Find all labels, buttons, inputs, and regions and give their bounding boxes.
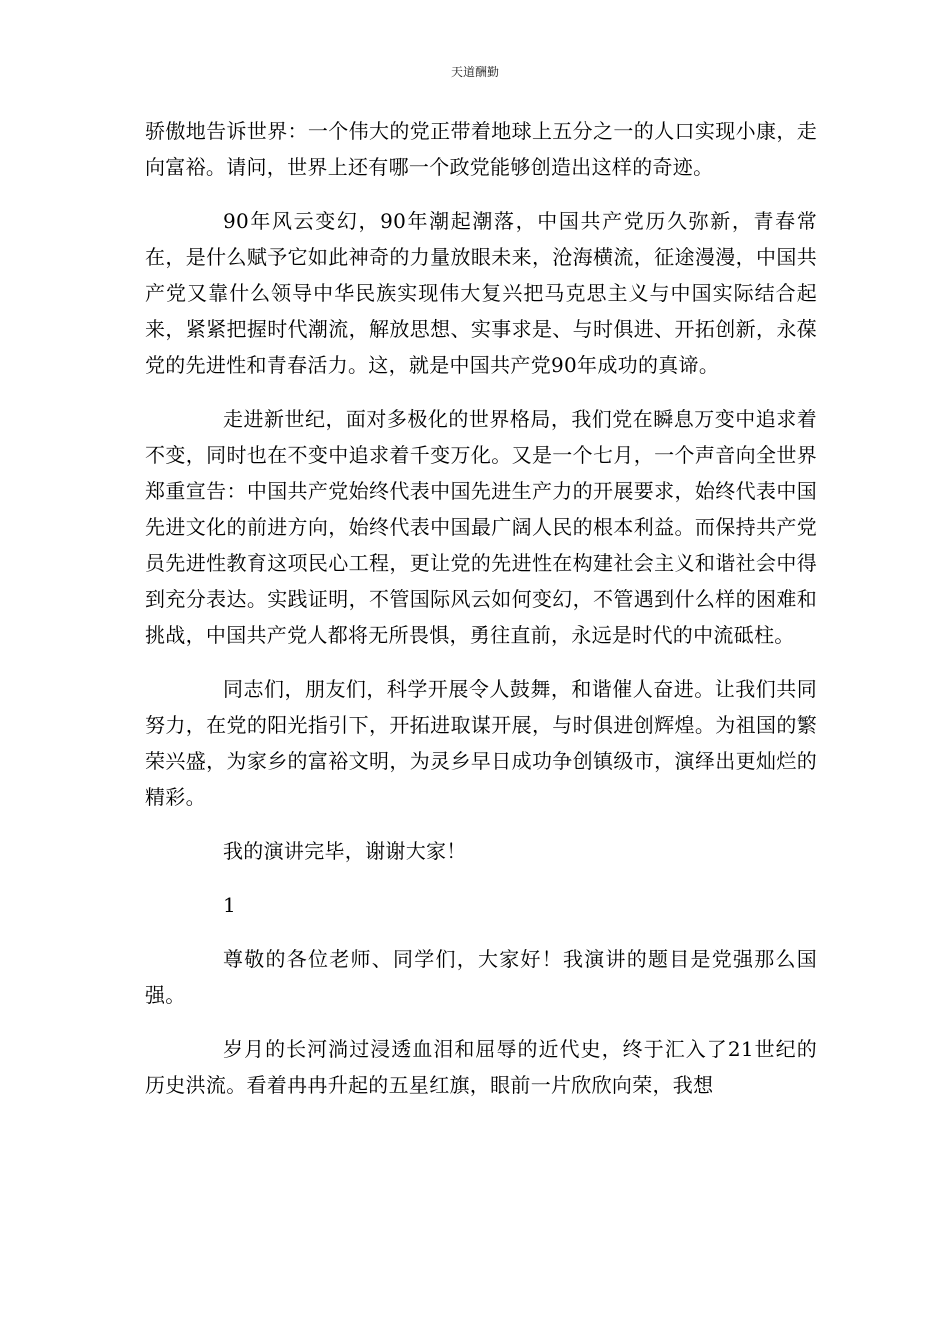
page-header: 天道酬勤 (450, 65, 499, 79)
paragraph-history: 岁月的长河淌过浸透血泪和屈辱的近代史，终于汇入了21世纪的历史洪流。看着冉冉升起的五星红旗，眼前一片欣欣向荣，我想 (145, 1037, 817, 1097)
paragraph-comrades: 同志们，朋友们，科学开展令人鼓舞，和谐催人奋进。让我们共同努力，在党的阳光指引下，开拓进取谋开展，与时俱进创辉煌。为祖国的繁荣兴盛，为家乡的富裕文明，为灵乡早日成功争创镇级市，演绎出更灿烂的精彩。 (145, 677, 817, 809)
paragraph-90-years: 90年风云变幻，90年潮起潮落，中国共产党历久弥新，青春常在，是什么赋予它如此神奇的力量放眼未来，沧海横流，征途漫漫，中国共产党又靠什么领导中华民族实现伟大复兴把马克思主义与中国实际结合起来，紧紧把握时代潮流，解放思想、实事求是、与时俱进、开拓创新，永葆党的先进性和青春活力。这，就是中国共产党90年成功的真谛。 (145, 209, 817, 377)
paragraph-continuation: 骄傲地告诉世界：一个伟大的党正带着地球上五分之一的人口实现小康，走向富裕。请问，世界上还有哪一个政党能够创造出这样的奇迹。 (145, 119, 817, 179)
document-body (145, 113, 817, 1103)
paragraph-new-century: 走进新世纪，面对多极化的世界格局，我们党在瞬息万变中追求着不变，同时也在不变中追求着千变万化。又是一个七月，一个声音向全世界郑重宣告：中国共产党始终代表中国先进生产力的开展要求，始终代表中国先进文化的前进方向，始终代表中国最广阔人民的根本利益。而保持共产党员先进性教育这项民心工程，更让党的先进性在构建社会主义和谐社会中得到充分表达。实践证明，不管国际风云如何变幻，不管遇到什么样的困难和挑战，中国共产党人都将无所畏惧，勇往直前，永远是时代的中流砥柱。 (145, 407, 817, 647)
paragraph-greeting: 尊敬的各位老师、同学们，大家好！我演讲的题目是党强那么国强。 (145, 947, 817, 1007)
section-number: 1 (223, 893, 237, 917)
paragraph-closing: 我的演讲完毕，谢谢大家！ (223, 839, 467, 863)
